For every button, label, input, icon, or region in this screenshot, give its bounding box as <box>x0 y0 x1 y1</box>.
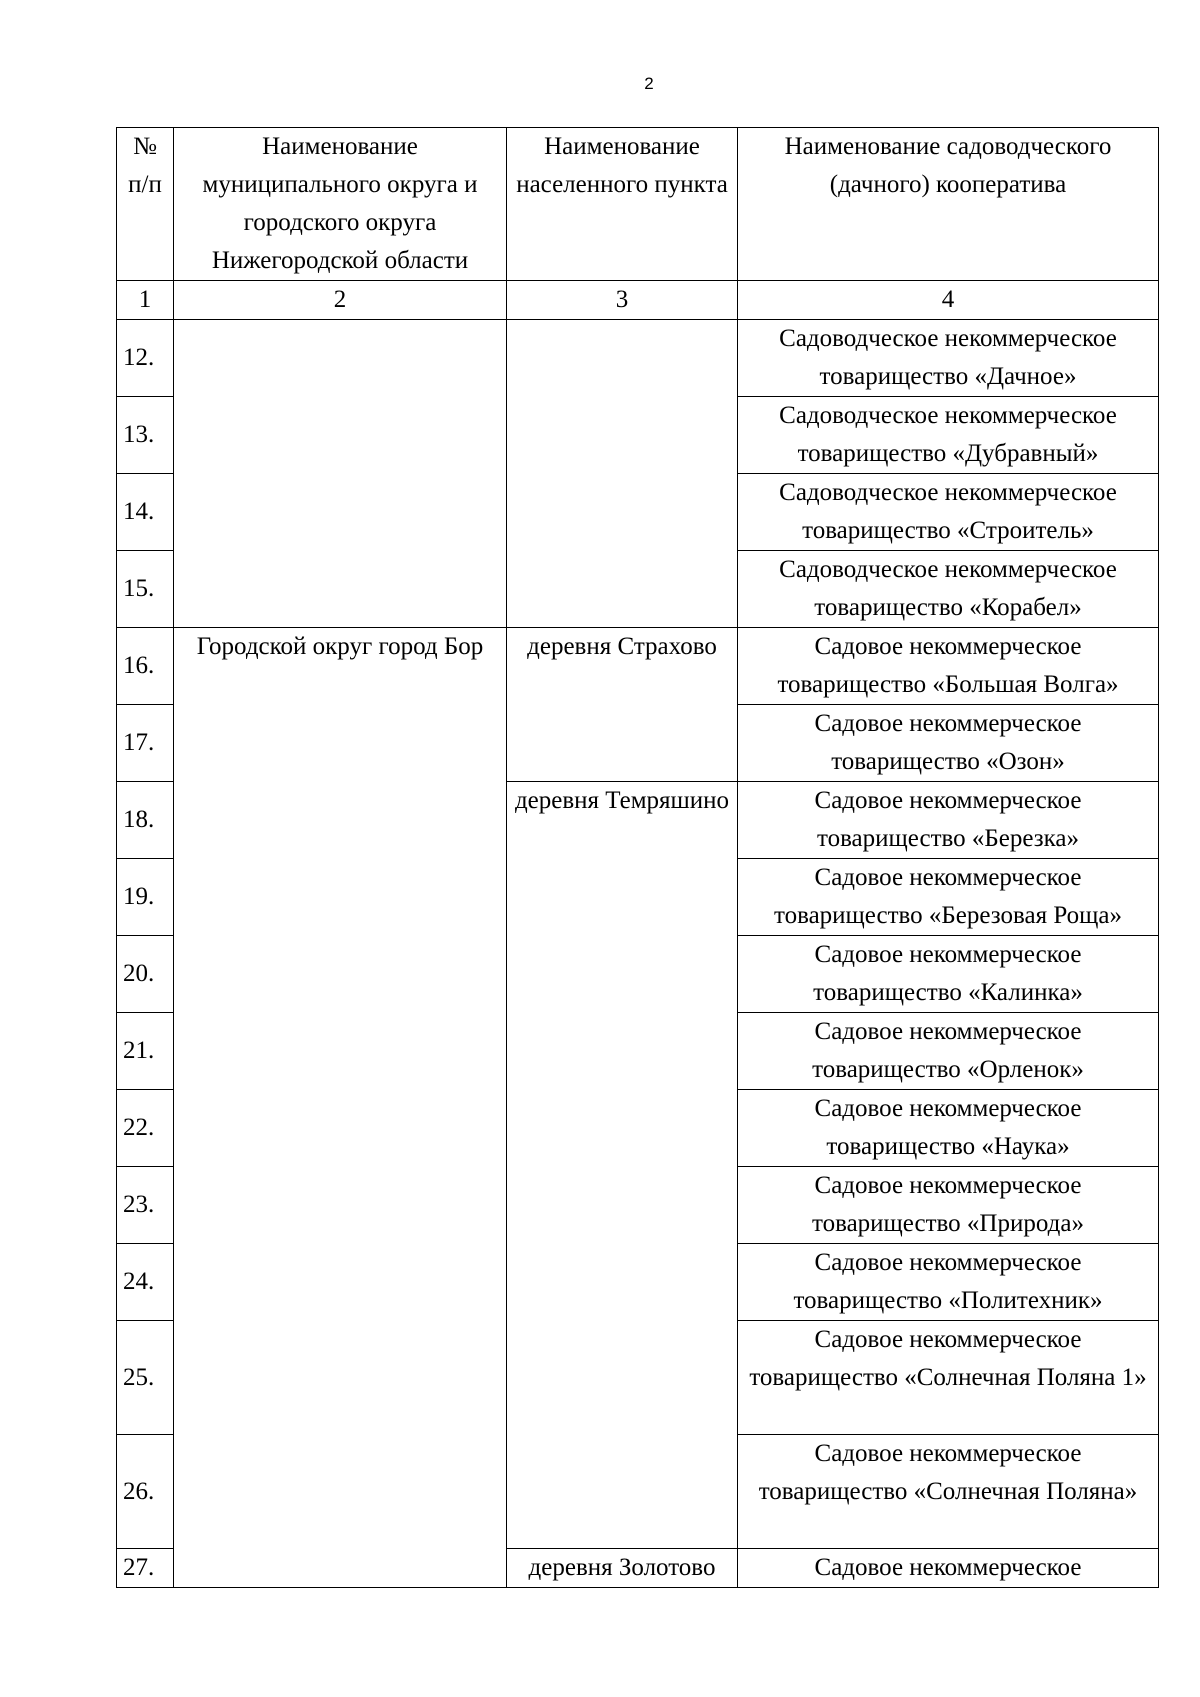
row-number: 13. <box>117 397 174 474</box>
row-number: 20. <box>117 936 174 1013</box>
cooperative-name: Садоводческое некоммерческое товарищество «Дачное» <box>738 320 1159 397</box>
row-number: 16. <box>117 628 174 705</box>
cooperative-name: Садовое некоммерческое товарищество «Наука» <box>738 1090 1159 1167</box>
cooperative-name: Садовое некоммерческое товарищество «Калинка» <box>738 936 1159 1013</box>
cooperative-name: Садовое некоммерческое товарищество «Природа» <box>738 1167 1159 1244</box>
cooperative-name: Садоводческое некоммерческое товарищество «Корабел» <box>738 551 1159 628</box>
cooperative-name: Садовое некоммерческое товарищество «Большая Волга» <box>738 628 1159 705</box>
row-number: 26. <box>117 1435 174 1549</box>
district-cell-empty <box>174 320 507 628</box>
cooperative-name: Садоводческое некоммерческое товарищество «Дубравный» <box>738 397 1159 474</box>
table-row <box>117 320 1159 397</box>
column-number: 1 <box>117 281 174 320</box>
page-number: 2 <box>644 74 654 93</box>
cooperative-name: Садовое некоммерческое товарищество «Солнечная Поляна» <box>738 1435 1159 1549</box>
settlement-cell-empty <box>507 320 738 628</box>
header-number: № п/п <box>117 128 174 281</box>
column-number: 3 <box>507 281 738 320</box>
row-number: 22. <box>117 1090 174 1167</box>
table-header-row <box>117 128 1159 281</box>
cooperative-name: Садовое некоммерческое <box>738 1549 1159 1588</box>
row-number: 24. <box>117 1244 174 1321</box>
row-number: 19. <box>117 859 174 936</box>
header-district: Наименование муниципального округа и городского округа Нижегородской области <box>174 128 507 281</box>
row-number: 17. <box>117 705 174 782</box>
cooperative-name: Садовое некоммерческое товарищество «Озон» <box>738 705 1159 782</box>
row-number: 12. <box>117 320 174 397</box>
row-number: 14. <box>117 474 174 551</box>
cooperative-name: Садовое некоммерческое товарищество «Политехник» <box>738 1244 1159 1321</box>
row-number: 21. <box>117 1013 174 1090</box>
settlement-name: деревня Темряшино <box>507 782 738 1549</box>
header-cooperative: Наименование садоводческого (дачного) кооператива <box>738 128 1159 281</box>
district-name: Городской округ город Бор <box>174 628 507 1588</box>
cooperative-name: Садовое некоммерческое товарищество «Березка» <box>738 782 1159 859</box>
row-number: 18. <box>117 782 174 859</box>
row-number: 15. <box>117 551 174 628</box>
cooperative-name: Садовое некоммерческое товарищество «Орленок» <box>738 1013 1159 1090</box>
settlement-name: деревня Золотово <box>507 1549 738 1588</box>
settlement-name: деревня Страхово <box>507 628 738 782</box>
row-number: 23. <box>117 1167 174 1244</box>
column-number-row <box>117 281 1159 320</box>
column-number: 2 <box>174 281 507 320</box>
cooperative-name: Садовое некоммерческое товарищество «Солнечная Поляна 1» <box>738 1321 1159 1435</box>
cooperatives-table <box>116 127 1159 1588</box>
cooperative-name: Садовое некоммерческое товарищество «Березовая Роща» <box>738 859 1159 936</box>
cooperative-name: Садоводческое некоммерческое товарищество «Строитель» <box>738 474 1159 551</box>
table-row <box>117 628 1159 705</box>
column-number: 4 <box>738 281 1159 320</box>
header-settlement: Наименование населенного пункта <box>507 128 738 281</box>
row-number: 25. <box>117 1321 174 1435</box>
row-number: 27. <box>117 1549 174 1588</box>
